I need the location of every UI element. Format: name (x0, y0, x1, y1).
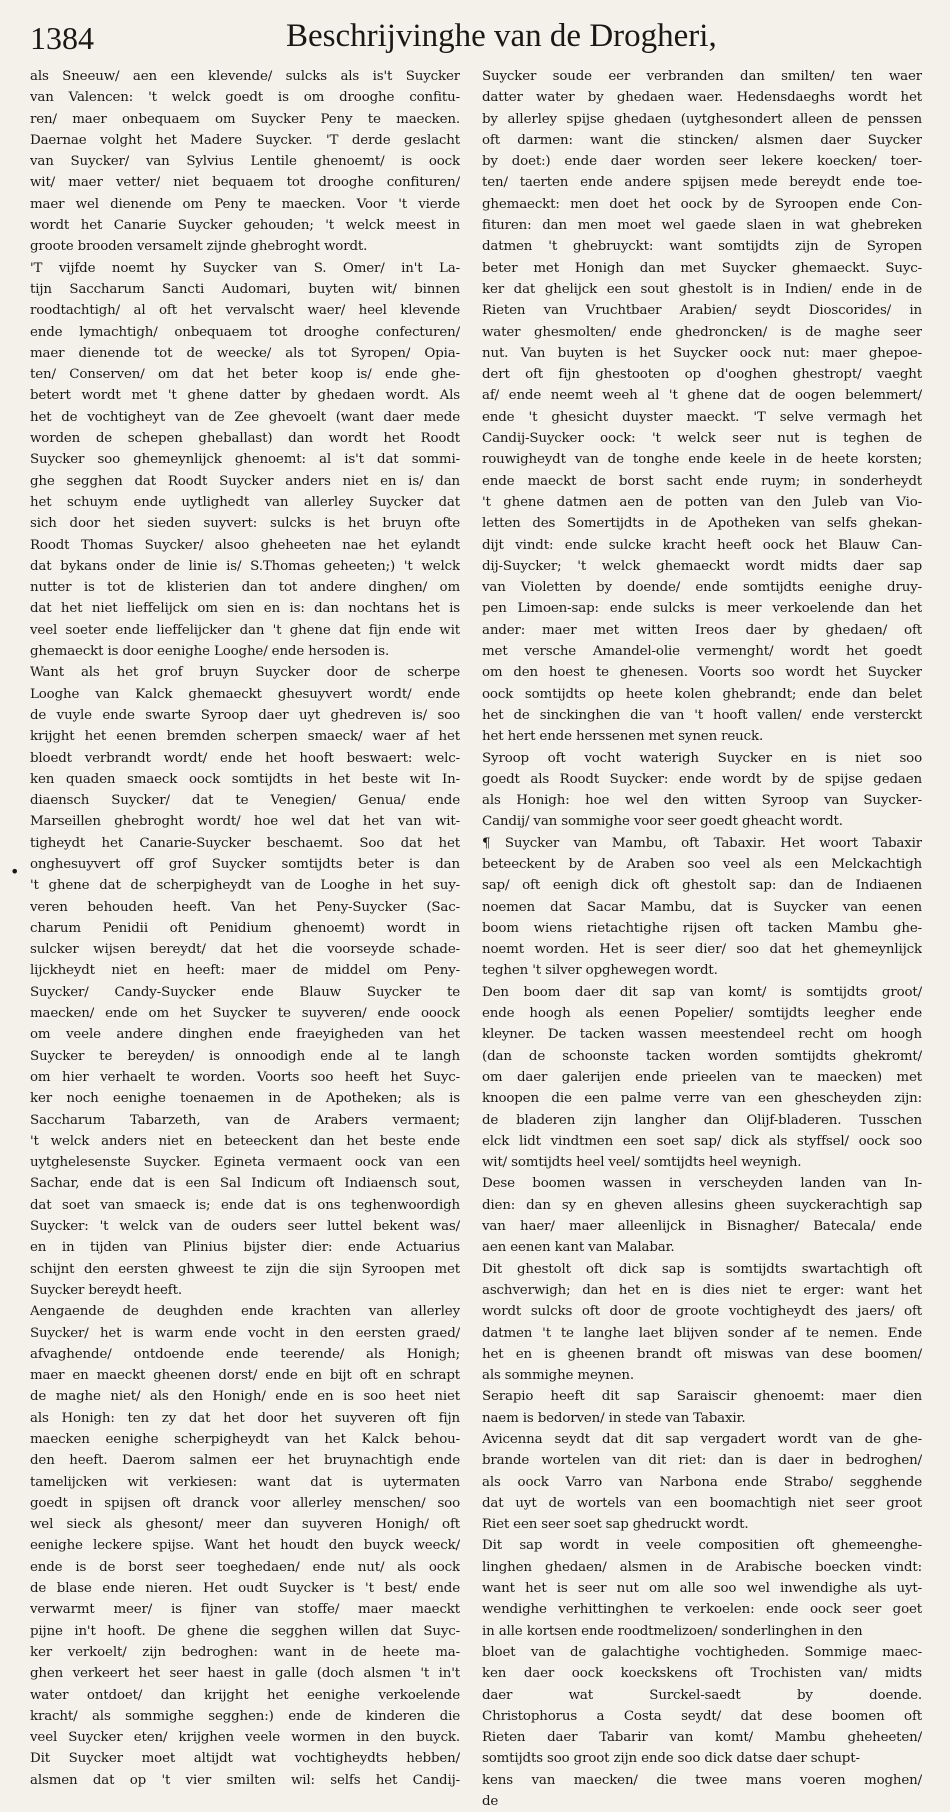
text-line: Riet een seer soet sap ghedruckt wordt. (482, 1517, 749, 1533)
text-line: schijnt den eersten ghweest te zijn die sijn Syroopen met (30, 1261, 460, 1277)
text-line: Rieten daer Tabarir van komt/ Mambu gheheeten/ (482, 1730, 922, 1746)
text-line: maer wel dienende om Peny te maecken. Voor 't vierde (30, 196, 460, 212)
text-line: sap/ oft eenigh dick oft ghestolt sap: dan de Indiaenen (482, 878, 922, 894)
text-line: Syroop oft vocht waterigh Suycker en is niet soo (482, 750, 922, 766)
text-line: 't ghene datmen aen de potten van den Juleb van Vio- (482, 494, 922, 510)
page-header (30, 14, 920, 68)
text-line: en in tijden van Plinius bijster dier: ende Actuarius (30, 1240, 460, 1256)
text-line: met versche Amandel-olie vermenght/ wordt het goedt (482, 644, 922, 660)
text-line: uytghelesenste Suycker. Egineta vermaent oock van een (30, 1155, 460, 1171)
text-line: Dese boomen wassen in verscheyden landen van In- (482, 1176, 922, 1192)
text-line: Den boom daer dit sap van komt/ is somtijdts groot/ (482, 984, 922, 1000)
text-line: Marseillen ghebroght wordt/ hoe wel dat het van wit- (30, 814, 460, 830)
text-line: nutter is tot de klisterien dan tot andere dinghen/ om (30, 580, 460, 596)
text-line: dert oft fijn ghestooten op d'ooghen ghestropt/ vaeght (482, 367, 922, 383)
text-line: dat uyt de wortels van een boomachtigh niet seer groot (482, 1495, 922, 1511)
text-line: sulcker wijsen bereydt/ dat het die voorseyde schade- (30, 942, 460, 958)
text-line: de bladeren zijn langher dan Olijf-bladeren. Tusschen (482, 1112, 922, 1128)
text-line: kens van maecken/ die twee mans voeren moghen/ (482, 1772, 922, 1788)
text-line: wit/ maer vetter/ niet bequaem tot drooghe confituren/ (30, 175, 460, 191)
text-line: ende is de borst seer toeghedaen/ ende nut/ als oock (30, 1559, 460, 1575)
text-line: van haer/ maer alleenlijck in Bisnagher/ Batecala/ ende (482, 1219, 922, 1235)
text-line: van Valencen: 't welck goedt is om drooghe confitu- (30, 90, 460, 106)
text-line: by doet:) ende daer worden seer lekere koecken/ toer- (482, 154, 922, 170)
text-line: goedt in spijsen oft dranck voor allerley menschen/ soo (30, 1495, 460, 1511)
text-line: ghemaeckt is door eenighe Looghe/ ende hersoden is. (30, 644, 390, 660)
text-line: pijne in't hooft. De ghene die segghen willen dat Suyc- (30, 1623, 460, 1639)
text-line: worden de schepen gheballast) dan wordt het Roodt (30, 431, 460, 447)
text-line: Suycker soude eer verbranden dan smilten/ ten waer (482, 69, 922, 84)
text-line: maer en maeckt gheenen dorst/ ende en bijt oft en schrapt (30, 1368, 460, 1384)
text-line: ende hoogh als eenen Popelier/ somtijdts leegher ende (482, 1006, 922, 1022)
text-line: datter water by ghedaen waer. Hedensdaeghs wordt het (482, 90, 922, 106)
text-line: veel Suycker eten/ krijghen veele wormen in den buyck. (30, 1730, 460, 1746)
text-line: alsmen dat op 't vier smilten wil: selfs het Candij- (30, 1772, 460, 1788)
text-line: ker dat ghelijck een sout ghestolt is in Indien/ ende in de (482, 281, 922, 297)
text-line: verwarmt meer/ is fijner van stoffe/ maer maeckt (30, 1602, 460, 1618)
text-line: roodtachtigh/ al oft het vervalscht waer/ heel klevende (30, 303, 460, 319)
text-line: onghesuyvert off grof Suycker somtijdts beter is dan (30, 856, 460, 872)
text-line: om den hoest te ghenesen. Voorts soo wordt het Suycker (482, 665, 922, 681)
text-line: om daer galerijen ende prieelen van te maecken) met (482, 1069, 922, 1085)
text-line: naem is bedorven/ in stede van Tabaxir. (482, 1410, 746, 1426)
text-line: dat soet van smaeck is; ende dat is ons teghenwoordigh (30, 1197, 460, 1213)
text-line: ander: maer met witten Ireos daer by ghedaen/ oft (482, 622, 922, 638)
text-line: Suycker/ Candy-Suycker ende Blauw Suycker te (30, 984, 460, 1000)
text-line: want het is seer nut om alle soo wel inwendighe als uyt- (482, 1581, 922, 1597)
text-line: ende lymachtigh/ onbequaem tot drooghe confecturen/ (30, 324, 460, 340)
text-line: Candij-Suycker oock: 't welck seer nut is teghen de (482, 431, 922, 447)
text-line: wel sieck als ghesont/ meer dan suyveren Honigh/ oft (30, 1517, 460, 1533)
text-line: maecken eenighe scherpigheydt van het Kalck behou- (30, 1432, 460, 1447)
text-line: fituren: dan men moet wel gaede slaen in wat ghebreken (482, 218, 922, 234)
text-line: knoopen die een palme verre van een ghescheyden zijn: (482, 1091, 922, 1107)
text-line: groote brooden versamelt zijnde ghebroght wordt. (30, 239, 368, 255)
text-line: by allerley spijse ghedaen (uytghesondert alleen de penssen (482, 111, 922, 127)
text-line: Christophorus a Costa seydt/ dat dese boomen oft (482, 1708, 922, 1724)
text-line: als Honigh: hoe wel den witten Syroop van Suycker- (482, 793, 922, 809)
text-line: boom wiens rietachtighe rijsen oft tacken Mambu ghe- (482, 920, 922, 936)
text-line: eenighe leckere spijse. Want het houdt den buyck weeck/ (30, 1538, 460, 1554)
text-line: Suycker te bereyden/ is onnoodigh ende al te langh (30, 1048, 460, 1064)
text-line: ten/ Conserven/ om dat het beter koop is/ ende ghe- (30, 367, 460, 383)
text-line: Suycker bereydt heeft. (30, 1282, 182, 1298)
text-line: Avicenna seydt dat dit sap vergadert wordt van de ghe- (482, 1432, 922, 1447)
text-line: teghen 't silver opghewegen wordt. (482, 963, 718, 979)
text-line: bloedt verbrandt wordt/ ende het hooft beswaert: welc- (30, 750, 460, 766)
text-line: Saccharum Tabarzeth, van de Arabers vermaent; (30, 1112, 460, 1128)
text-line: de vuyle ende swarte Syroop daer uyt ghedreven is/ soo (30, 707, 460, 723)
text-line: lijckheydt niet en heeft: maer de middel om Peny- (30, 963, 460, 979)
text-line: de blase ende nieren. Het oudt Suycker is 't best/ ende (30, 1581, 460, 1597)
right-text-column (482, 66, 922, 1812)
text-line: beteeckent by de Araben soo veel als een Melckachtigh (482, 856, 922, 872)
text-line: water ghesmolten/ ende ghedroncken/ is de maghe seer (482, 324, 922, 340)
text-line: letten des Somertijdts in de Apotheken van selfs ghekan- (482, 516, 922, 532)
text-line: om veele andere dinghen ende fraeyigheden van het (30, 1027, 460, 1043)
text-line: aschverwigh; dan het en is dies niet te erger: want het (482, 1282, 922, 1298)
text-line: wit/ somtijdts heel veel/ somtijdts heel weynigh. (482, 1155, 802, 1171)
text-line: kleyner. De tacken wassen meestendeel recht om hoogh (482, 1027, 922, 1043)
text-line: de maghe niet/ als den Honigh/ ende en is soo heet niet (30, 1389, 460, 1405)
text-line: brande wortelen van dit riet: dan is daer in bedroghen/ (482, 1453, 922, 1469)
text-line: rouwigheydt van de tonghe ende keele in de heete korsten; (482, 452, 922, 468)
text-line: daer wat Surckel-saedt by doende. (482, 1687, 922, 1703)
text-line: Daernae volght het Madere Suycker. 'T derde geslacht (30, 132, 460, 148)
text-line: dat bykans onder de linie is/ S.Thomas geheeten;) 't welck (30, 558, 460, 574)
text-line: dat het niet lieffelijck om sien en is: dan nochtans het is (30, 601, 460, 617)
text-line: pen Limoen-sap: ende sulcks is meer verkoelende dan het (482, 601, 922, 617)
text-line: ten/ taerten ende andere spijsen mede bereydt ende toe- (482, 175, 922, 191)
text-line: de (482, 1794, 499, 1810)
text-line: noemen dat Sacar Mambu, dat is Suycker van eenen (482, 899, 922, 915)
text-line: veel soeter ende lieffelijcker dan 't ghene dat fijn ende wit (30, 622, 460, 638)
text-line: ende maeckt de borst sacht ende ruym; in sonderheydt (482, 473, 922, 489)
text-line: ken quaden smaeck oock somtijdts in het beste wit In- (30, 771, 460, 787)
text-line: ker noch eenighe toenaemen in de Apotheken; als is (30, 1091, 460, 1107)
running-title: Beschrijvinghe van de Drogheri, (286, 18, 717, 54)
text-line: oft darmen: want die stincken/ alsmen daer Suycker (482, 132, 922, 148)
text-line: noemt worden. Het is seer dier/ soo dat het ghemeynlijck (482, 942, 922, 958)
text-line: als Honigh: ten zy dat het door het suyveren oft fijn (30, 1410, 460, 1426)
text-line: het schuym ende uytlighedt van allerley Suycker dat (30, 494, 460, 510)
margin-bullet: • (10, 862, 20, 881)
text-line: wordt het Canarie Suycker gehouden; 't welck meest in (30, 218, 460, 234)
text-line: Sachar, ende dat is een Sal Indicum oft Indiaensch sout, (30, 1176, 460, 1192)
text-line: linghen ghedaen/ alsmen in de Arabische boecken vindt: (482, 1559, 922, 1575)
text-line: water ontdoet/ dan krijght het eenighe verkoelende (30, 1687, 460, 1703)
text-line: wendighe verhittinghen te verkoelen: ende oock seer goet (482, 1602, 922, 1618)
text-line: Want als het grof bruyn Suycker door de scherpe (30, 665, 460, 681)
text-line: ghemaeckt: men doet het oock by de Syroopen ende Con- (482, 196, 922, 212)
text-line: maecken/ ende om het Suycker te suyveren/ ende ooock (30, 1006, 460, 1022)
text-line: van Suycker/ van Sylvius Lentile ghenoemt/ is oock (30, 154, 460, 170)
text-line: datmen 't ghebruyckt: want somtijdts zijn de Syropen (482, 239, 922, 255)
text-line: tamelijcken wit verkiesen: want dat is uytermaten (30, 1474, 460, 1490)
text-line: dij-Suycker; 't welck ghemaeckt wordt midts daer sap (482, 558, 922, 574)
text-line: elck lidt vindtmen een soet sap/ dick als styffsel/ oock soo (482, 1133, 922, 1149)
text-line: als oock Varro van Narbona ende Strabo/ segghende (482, 1474, 922, 1490)
text-line: tigheydt het Canarie-Suycker beschaemt. Soo dat het (30, 835, 460, 851)
text-line: dien: dan sy en gheven allesins gheen suyckerachtigh sap (482, 1197, 922, 1213)
text-line: Suycker/ het is warm ende vocht in den eersten graed/ (30, 1325, 460, 1341)
text-line: somtijdts soo groot zijn ende soo dick datse daer schupt- (482, 1751, 860, 1767)
text-line: maer dienende tot de weecke/ als tot Syropen/ Opia- (30, 345, 460, 361)
text-line: krijght het eenen bremden scherpen smaeck/ waer af het (30, 729, 460, 745)
text-line: Dit ghestolt oft dick sap is somtijdts swartachtigh oft (482, 1261, 922, 1277)
text-line: Suycker: 't welck van de ouders seer luttel bekent was/ (30, 1219, 460, 1235)
text-line: den heeft. Daerom salmen eer het bruynachtigh ende (30, 1453, 460, 1469)
text-line: Serapio heeft dit sap Saraiscir ghenoemt: maer dien (482, 1389, 922, 1405)
text-line: beter met Honigh dan met Suycker ghemaeckt. Suyc- (482, 260, 922, 276)
text-line: bloet van de galachtighe vochtigheden. Sommige maec- (482, 1644, 922, 1660)
text-line: als sommighe meynen. (482, 1368, 634, 1384)
page-number: 1384 (30, 20, 94, 56)
text-line: goedt als Roodt Suycker: ende wordt by de spijse gedaen (482, 771, 922, 787)
text-line: het de sinckinghen die van 't hooft vallen/ ende versterckt (482, 707, 922, 723)
text-line: ghen verkeert het seer haest in galle (doch alsmen 't in't (30, 1666, 460, 1682)
text-line: Aengaende de deughden ende krachten van allerley (30, 1304, 460, 1320)
text-line: datmen 't te langhe laet blijven sonder af te nemen. Ende (482, 1325, 922, 1341)
text-line: oock somtijdts op heete kolen ghebrandt; ende dan belet (482, 686, 922, 702)
text-line: ken daer oock koeckskens oft Trochisten van/ midts (482, 1666, 922, 1682)
text-line: sich door het sieden suyvert: sulcks is het bruyn ofte (30, 516, 460, 532)
text-line: Rieten van Vruchtbaer Arabien/ seydt Dioscorides/ in (482, 303, 922, 319)
text-line: af/ ende neemt weeh al 't ghene dat de oogen belemmert/ (482, 388, 922, 404)
text-line: Candij/ van sommighe voor seer goedt gheacht wordt. (482, 814, 843, 830)
text-line: ghe segghen dat Roodt Suycker anders niet en is/ dan (30, 473, 460, 489)
text-line: afvaghende/ ontdoende ende teerende/ als Honigh; (30, 1346, 460, 1362)
text-line: diaensch Suycker/ dat te Venegien/ Genua/ ende (30, 793, 460, 809)
text-line: het en is gheenen brandt oft miswas van dese boomen/ (482, 1346, 922, 1362)
text-line: in alle kortsen ende roodtmelizoen/ sonderlinghen in den (482, 1623, 863, 1639)
text-line: ren/ maer onbequaem om Suycker Peny te maecken. (30, 111, 460, 127)
text-line: aen eenen kant van Malabar. (482, 1240, 675, 1256)
text-line: Suycker soo ghemeynlijck ghenoemt: al is't dat sommi- (30, 452, 460, 468)
text-line: veren behouden heeft. Van het Peny-Suycker (Sac- (30, 899, 460, 915)
text-line: dijt vindt: ende sulcke kracht heeft oock het Blauw Can- (482, 537, 922, 553)
text-line: charum Penidii oft Penidium ghenoemt) wordt in (30, 920, 460, 936)
text-line: betert wordt met 't ghene datter by ghedaen wordt. Als (30, 388, 460, 404)
text-line: ¶ Suycker van Mambu, oft Tabaxir. Het woort Tabaxir (482, 835, 922, 851)
text-line: het hert ende herssenen met synen reuck. (482, 729, 764, 745)
text-line: Dit sap wordt in veele compositien oft ghemeenghe- (482, 1538, 922, 1554)
text-line: ende 't ghesicht duyster maeckt. 'T selve vermagh het (482, 409, 922, 425)
text-line: wordt sulcks oft door de groote vochtigheydt des jaers/ oft (482, 1304, 922, 1320)
text-line: 't ghene dat de scherpigheydt van de Looghe in het suy- (30, 878, 460, 894)
text-line: tijn Saccharum Sancti Audomari, buyten wit/ binnen (30, 281, 460, 297)
text-line: Looghe van Kalck ghemaeckt ghesuyvert wordt/ ende (30, 686, 460, 702)
text-line: (dan de schoonste tacken worden somtijdts ghekromt/ (482, 1048, 922, 1064)
text-line: 't welck anders niet en beteeckent dan het beste ende (30, 1133, 460, 1149)
text-line: Dit Suycker moet altijdt wat vochtigheydts hebben/ (30, 1751, 460, 1767)
text-line: nut. Van buyten is het Suycker oock nut: maer ghepoe- (482, 345, 922, 361)
text-line: Roodt Thomas Suycker/ alsoo gheheeten nae het eylandt (30, 537, 460, 553)
text-line: van Violetten by doende/ ende somtijdts eenighe druy- (482, 580, 922, 596)
text-line: om hier verhaelt te worden. Voorts soo heeft het Suyc- (30, 1069, 460, 1085)
text-line: als Sneeuw/ aen een klevende/ sulcks als is't Suycker (30, 69, 460, 84)
text-line: 'T vijfde noemt hy Suycker van S. Omer/ in't La- (30, 260, 460, 276)
text-line: ker verkoelt/ zijn bedroghen: want in de heete ma- (30, 1644, 460, 1660)
text-line: kracht/ als sommighe segghen:) ende de kinderen die (30, 1708, 460, 1724)
text-line: het de vochtigheyt van de Zee ghevoelt (want daer mede (30, 409, 460, 425)
left-text-column (30, 66, 460, 1791)
